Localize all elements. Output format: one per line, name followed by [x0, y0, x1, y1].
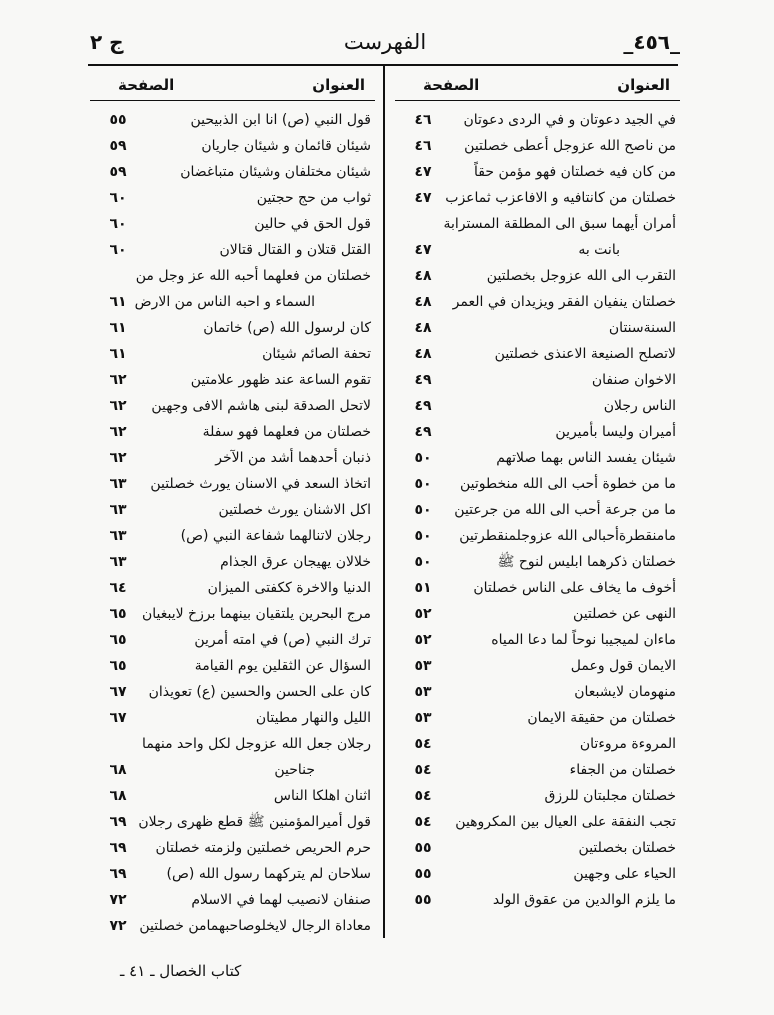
index-entry	[395, 705, 680, 731]
entry-title: السماء و احبه الناس من الارض	[134, 294, 315, 310]
entry-page-number: ٦٣	[109, 528, 127, 544]
index-entry	[395, 731, 680, 757]
entry-title: كان على الحسن والحسين (ع) تعويذان	[148, 684, 371, 700]
index-entry	[90, 107, 375, 133]
index-entry	[395, 757, 680, 783]
entry-title: قول أميرالمؤمنين ﷺ قطع ظهرى رجلان	[138, 814, 371, 830]
entry-title: معاداة الرجال لايخلوصاحبهمامن خصلتين	[139, 918, 371, 934]
index-entry	[395, 549, 680, 575]
column-header-page: الصفحة	[423, 76, 480, 94]
index-entry	[395, 445, 680, 471]
entry-title: جناحين	[274, 762, 315, 778]
index-entry	[395, 419, 680, 445]
entry-title: ترك النبي (ص) في امته أمرين	[194, 632, 371, 648]
index-entry	[90, 575, 375, 601]
index-entry	[90, 419, 375, 445]
index-rows	[395, 107, 680, 913]
index-entry	[395, 861, 680, 887]
entry-title: الليل والنهار مطيتان	[255, 710, 371, 726]
index-entry	[395, 783, 680, 809]
entry-title: أمران أيهما سبق الى المطلقة المسترابة	[443, 216, 676, 232]
index-entry	[90, 757, 375, 783]
entry-page-number: ٦٥	[109, 606, 127, 622]
entry-title: في الجيد دعوتان و في الردى دعوتان	[463, 112, 676, 128]
entry-page-number: ٤٧	[414, 242, 432, 258]
column-divider	[383, 66, 385, 938]
entry-page-number: ٦٠	[109, 190, 127, 206]
entry-page-number: ٥٠	[414, 528, 432, 544]
entry-title: من كان فيه خصلتان فهو مؤمن حقاً	[474, 164, 676, 180]
index-entry	[90, 341, 375, 367]
column-header-title: العنوان	[312, 76, 365, 94]
entry-page-number: ٥٤	[414, 788, 432, 804]
entry-title: اثنان اهلكا الناس	[273, 788, 371, 804]
index-entry	[395, 341, 680, 367]
page-number: _٤٥٦_	[623, 30, 680, 54]
index-rows	[90, 107, 375, 939]
entry-page-number: ٥٠	[414, 502, 432, 518]
index-entry	[90, 289, 375, 315]
index-entry	[90, 367, 375, 393]
index-entry	[90, 835, 375, 861]
entry-page-number: ٧٢	[109, 918, 127, 934]
entry-page-number: ٤٨	[414, 294, 432, 310]
entry-page-number: ٤٨	[414, 346, 432, 362]
index-entry	[395, 601, 680, 627]
index-column-right	[395, 70, 680, 913]
index-column-left	[90, 70, 375, 939]
entry-page-number: ٦٢	[109, 450, 127, 466]
entry-page-number: ٧٢	[109, 892, 127, 908]
entry-page-number: ٦٤	[109, 580, 127, 596]
entry-page-number: ٦٣	[109, 554, 127, 570]
entry-title: قول الحق في حالين	[254, 216, 371, 232]
entry-page-number: ٤٨	[414, 320, 432, 336]
entry-title: تقوم الساعة عند ظهور علامتين	[190, 372, 371, 388]
entry-page-number: ٥٤	[414, 762, 432, 778]
index-entry	[90, 159, 375, 185]
entry-title: شيئان يفسد الناس بهما صلاتهم	[496, 450, 676, 466]
entry-page-number: ٦٧	[109, 710, 127, 726]
entry-page-number: ٦٣	[109, 476, 127, 492]
entry-title: ما من خطوة أحب الى الله منخطوتين	[460, 476, 676, 492]
page-title: الفهرست	[343, 30, 427, 54]
entry-page-number: ٥٢	[414, 606, 432, 622]
entry-title: ذنبان أحدهما أشد من الآخر	[215, 450, 371, 466]
index-entry	[395, 289, 680, 315]
entry-title: الايمان قول وعمل	[570, 658, 676, 674]
column-header-title: العنوان	[617, 76, 670, 94]
entry-page-number: ٦٥	[109, 632, 127, 648]
entry-page-number: ٥٠	[414, 450, 432, 466]
entry-page-number: ٥٥	[414, 840, 432, 856]
entry-page-number: ٦٩	[109, 840, 127, 856]
entry-page-number: ٤٦	[414, 138, 432, 154]
entry-title: أخوف ما يخاف على الناس خصلتان	[473, 580, 676, 596]
entry-title: خصلتان من فعلهما أحبه الله عز وجل من	[135, 268, 371, 284]
entry-title: ما يلزم الوالدين من عقوق الولد	[492, 892, 676, 908]
entry-title: الاخوان صنفان	[591, 372, 676, 388]
index-entry	[395, 471, 680, 497]
index-entry	[90, 315, 375, 341]
entry-title: مامنقطرةأحبالى الله عزوجلمنقطرتين	[459, 528, 676, 544]
entry-page-number: ٦١	[109, 320, 127, 336]
entry-title: خصلتان مجلبتان للرزق	[544, 788, 676, 804]
entry-title: خلالان يهيجان عرق الجذام	[220, 554, 371, 570]
footer-signature: كتاب الخصال ـ ٤١ ـ	[120, 962, 242, 980]
index-entry	[90, 185, 375, 211]
index-entry	[395, 263, 680, 289]
entry-page-number: ٦٠	[109, 216, 127, 232]
entry-page-number: ٥٥	[414, 892, 432, 908]
entry-page-number: ٦٩	[109, 814, 127, 830]
index-entry	[90, 705, 375, 731]
entry-page-number: ٥٣	[414, 658, 432, 674]
index-entry	[90, 653, 375, 679]
entry-page-number: ٥٤	[414, 814, 432, 830]
entry-page-number: ٤٦	[414, 112, 432, 128]
entry-title: رجلان لاتنالهما شفاعة النبي (ص)	[180, 528, 371, 544]
entry-title: ثواب من حج حجتين	[256, 190, 371, 206]
entry-page-number: ٦٨	[109, 788, 127, 804]
entry-page-number: ٦٩	[109, 866, 127, 882]
column-header	[90, 70, 375, 101]
entry-title: المروءة مروءتان	[579, 736, 676, 752]
entry-title: مرج البحرين يلتقيان بينهما برزخ لايبغيان	[141, 606, 371, 622]
index-entry	[395, 367, 680, 393]
index-entry	[395, 809, 680, 835]
entry-page-number: ٥٢	[414, 632, 432, 648]
index-entry	[395, 523, 680, 549]
entry-title: رجلان جعل الله عزوجل لكل واحد منهما	[142, 736, 371, 752]
entry-title: خصلتان بخصلتين	[578, 840, 676, 856]
index-entry	[90, 601, 375, 627]
entry-page-number: ٤٧	[414, 190, 432, 206]
entry-title: تجب النفقة على العيال بين المكروهين	[455, 814, 676, 830]
index-entry	[90, 497, 375, 523]
entry-title: الحياء على وجهين	[573, 866, 676, 882]
entry-title: تحفة الصائم شيئان	[262, 346, 371, 362]
entry-title: أميران وليسا بأميرين	[555, 424, 676, 440]
entry-page-number: ٦١	[109, 294, 127, 310]
entry-title: خصلتان ينفيان الفقر ويزيدان في العمر	[452, 294, 676, 310]
entry-title: ماءان لميجيبا نوحاً لما دعا المياه	[491, 632, 676, 648]
index-entry	[395, 133, 680, 159]
entry-page-number: ٦٥	[109, 658, 127, 674]
index-entry	[90, 263, 375, 289]
index-entry	[90, 445, 375, 471]
index-entry	[90, 627, 375, 653]
entry-title: قول النبي (ص) انا ابن الذبيحين	[190, 112, 371, 128]
index-entry	[90, 913, 375, 939]
entry-page-number: ٦٣	[109, 502, 127, 518]
entry-page-number: ٥٤	[414, 736, 432, 752]
index-entry	[90, 861, 375, 887]
index-entry	[395, 315, 680, 341]
entry-page-number: ٦٧	[109, 684, 127, 700]
entry-page-number: ٥١	[414, 580, 432, 596]
entry-title: سلاحان لم يتركهما رسول الله (ص)	[166, 866, 371, 882]
entry-page-number: ٤٨	[414, 268, 432, 284]
index-entry	[395, 679, 680, 705]
entry-title: شيئان قائمان و شيئان جاريان	[201, 138, 371, 154]
entry-title: خصلتان من فعلهما فهو سفلة	[202, 424, 371, 440]
entry-page-number: ٥٩	[109, 164, 127, 180]
entry-title: كان لرسول الله (ص) خاتمان	[203, 320, 371, 336]
index-entry	[395, 627, 680, 653]
entry-title: لاتحل الصدقة لبنى هاشم الافى وجهين	[151, 398, 371, 414]
index-entry	[395, 185, 680, 211]
index-entry	[395, 211, 680, 237]
index-entry	[90, 523, 375, 549]
entry-page-number: ٥٠	[414, 476, 432, 492]
index-entry	[90, 887, 375, 913]
entry-title: صنفان لانصيب لهما في الاسلام	[191, 892, 371, 908]
entry-title: السنةسنتان	[608, 320, 676, 336]
entry-page-number: ٦٠	[109, 242, 127, 258]
index-entry	[90, 783, 375, 809]
entry-page-number: ٥٣	[414, 684, 432, 700]
entry-page-number: ٤٩	[414, 398, 432, 414]
index-entry	[395, 237, 680, 263]
entry-title: بانت به	[578, 242, 620, 258]
index-entry	[395, 575, 680, 601]
entry-title: حرم الحريص خصلتين ولزمته خصلتان	[155, 840, 371, 856]
index-entry	[395, 887, 680, 913]
entry-page-number: ٥٠	[414, 554, 432, 570]
entry-title: خصلتان من كانتافيه و الافاعزب ثماعزب	[445, 190, 676, 206]
entry-title: من ناصح الله عزوجل أعطى خصلتين	[464, 138, 676, 154]
index-entry	[90, 471, 375, 497]
entry-title: خصلتان من حقيقة الايمان	[527, 710, 676, 726]
entry-title: خصلتان ذكرهما ابليس لنوح ﷺ	[497, 554, 676, 570]
entry-page-number: ٦٢	[109, 424, 127, 440]
entry-title: الدنيا والاخرة ككفتى الميزان	[207, 580, 371, 596]
index-entry	[395, 497, 680, 523]
index-entry	[395, 107, 680, 133]
column-header	[395, 70, 680, 101]
entry-title: شيئان مختلفان وشيئان متباغضان	[180, 164, 371, 180]
index-entry	[395, 653, 680, 679]
entry-page-number: ٤٩	[414, 372, 432, 388]
entry-title: القتل قتلان و القتال قتالان	[219, 242, 371, 258]
index-entry	[90, 237, 375, 263]
entry-page-number: ٥٣	[414, 710, 432, 726]
column-header-page: الصفحة	[118, 76, 175, 94]
entry-page-number: ٥٥	[414, 866, 432, 882]
entry-page-number: ٥٥	[109, 112, 127, 128]
entry-page-number: ٦٢	[109, 398, 127, 414]
index-entry	[395, 159, 680, 185]
entry-page-number: ٤٧	[414, 164, 432, 180]
index-entry	[395, 835, 680, 861]
entry-title: الناس رجلان	[603, 398, 676, 414]
entry-title: لاتصلح الصنيعة الاعنذى خصلتين	[494, 346, 676, 362]
index-entry	[90, 679, 375, 705]
entry-title: النهى عن خصلتين	[573, 606, 676, 622]
index-entry	[90, 809, 375, 835]
entry-title: اتخاذ السعد في الاسنان يورث خصلتين	[150, 476, 371, 492]
entry-page-number: ٤٩	[414, 424, 432, 440]
entry-title: ما من جرعة أحب الى الله من جرعتين	[454, 502, 676, 518]
entry-page-number: ٥٩	[109, 138, 127, 154]
index-entry	[90, 549, 375, 575]
volume-label: ج ٢	[90, 30, 124, 54]
index-entry	[395, 393, 680, 419]
entry-page-number: ٦٨	[109, 762, 127, 778]
index-entry	[90, 211, 375, 237]
entry-title: منهومان لايشبعان	[574, 684, 676, 700]
entry-page-number: ٦٢	[109, 372, 127, 388]
page-header	[90, 30, 680, 60]
index-entry	[90, 393, 375, 419]
index-entry	[90, 731, 375, 757]
entry-title: التقرب الى الله عزوجل بخصلتين	[486, 268, 676, 284]
entry-page-number: ٦١	[109, 346, 127, 362]
entry-title: اكل الاشنان يورث خصلتين	[218, 502, 371, 518]
index-entry	[90, 133, 375, 159]
entry-title: السؤال عن الثقلين يوم القيامة	[194, 658, 371, 674]
entry-title: خصلتان من الجفاء	[569, 762, 676, 778]
